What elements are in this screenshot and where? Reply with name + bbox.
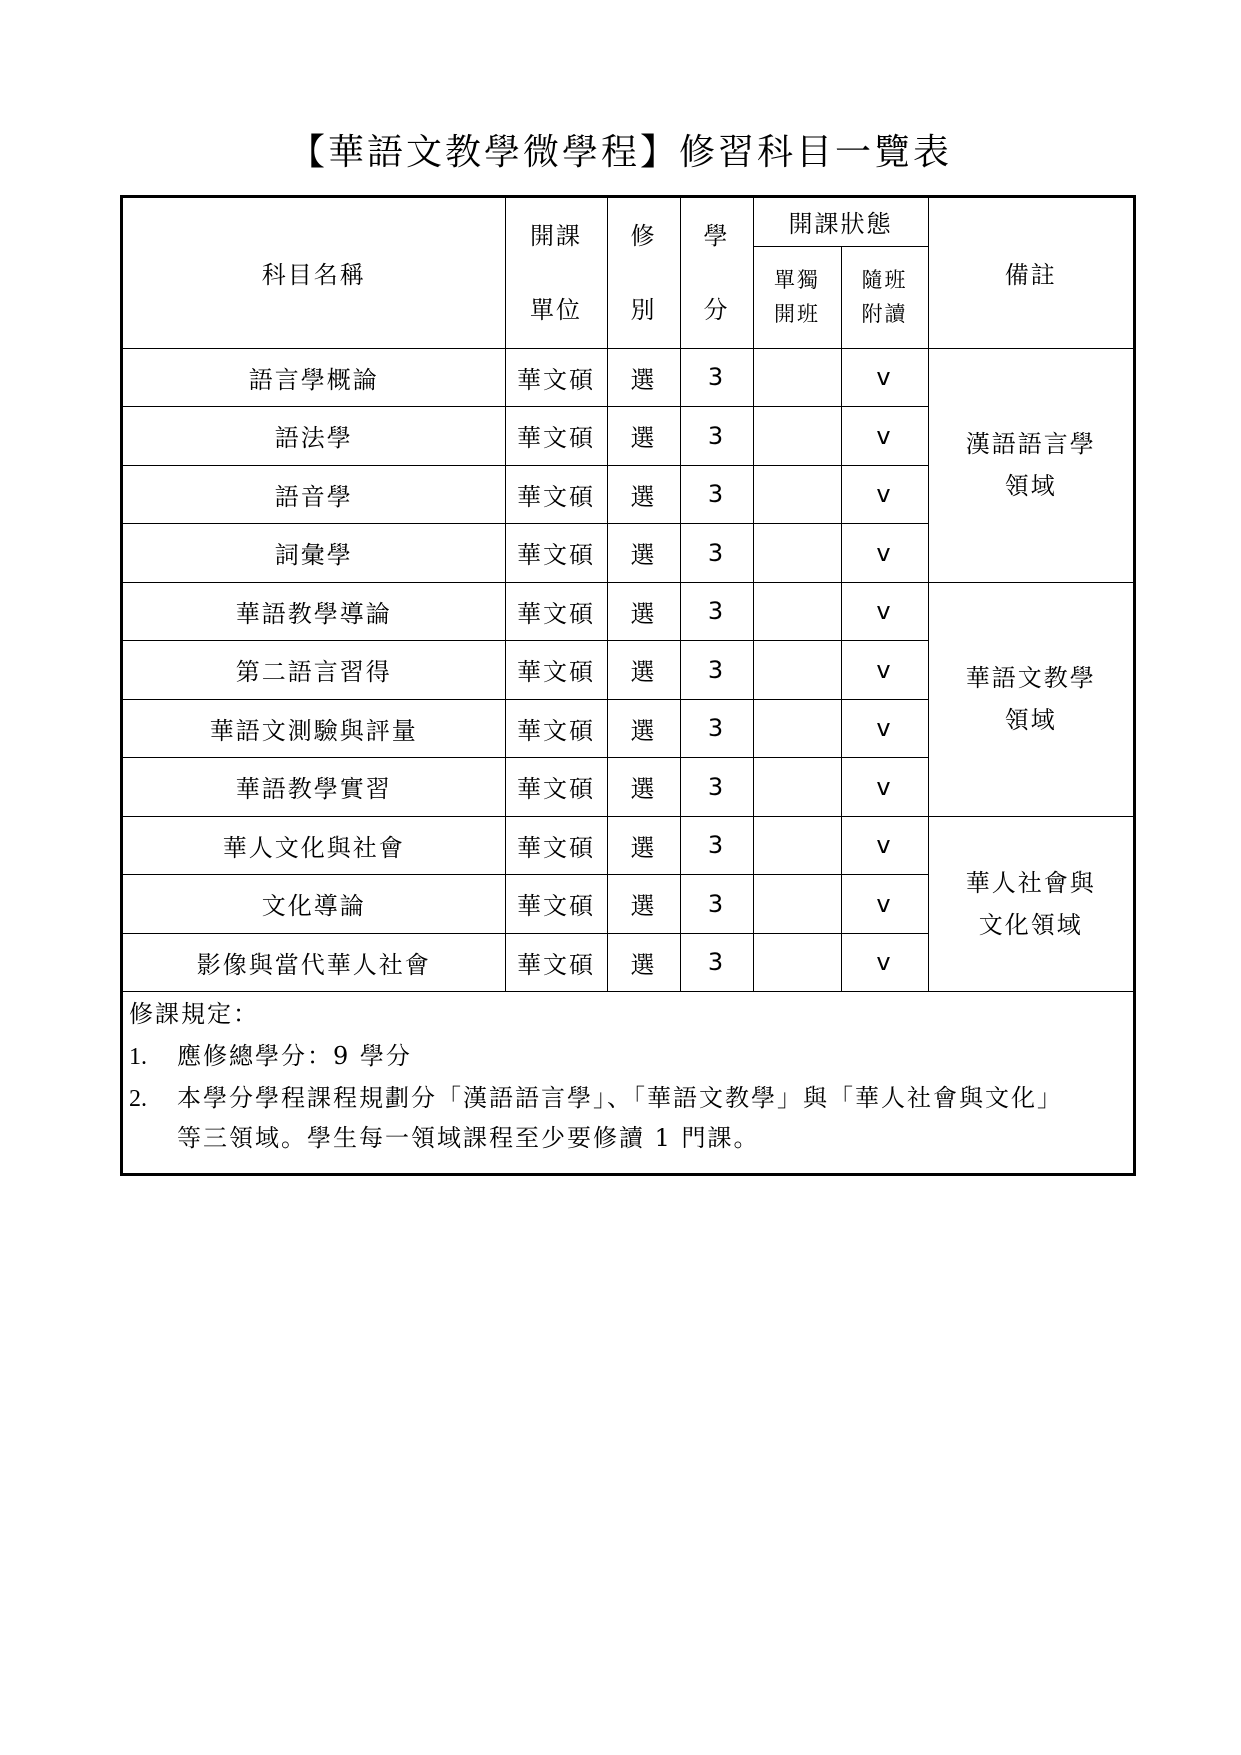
table-row (123, 816, 1133, 875)
domain-note-line1: 華語文教學 (965, 664, 1096, 692)
unit-cell: 華文碩 (505, 816, 607, 875)
credit-cell: 3 (680, 816, 753, 875)
credit-cell: 3 (680, 348, 753, 407)
type-cell: 選 (607, 582, 680, 641)
attached-class-cell: v (841, 758, 928, 817)
type-cell: 選 (607, 465, 680, 524)
separate-class-cell (753, 816, 841, 875)
unit-cell: 華文碩 (505, 933, 607, 992)
attached-class-cell: v (841, 641, 928, 700)
credit-cell: 3 (680, 758, 753, 817)
table-body (123, 348, 1133, 992)
domain-note-line2: 領域 (1004, 472, 1057, 500)
type-cell: 選 (607, 816, 680, 875)
attached-class-cell: v (841, 816, 928, 875)
separate-class-cell (753, 407, 841, 466)
unit-cell: 華文碩 (505, 465, 607, 524)
course-name-cell: 華語文測驗與評量 (123, 699, 505, 758)
header-credit-bottom: 分 (703, 295, 730, 324)
domain-note-cell (928, 348, 1133, 582)
course-name-cell: 影像與當代華人社會 (123, 933, 505, 992)
separate-class-cell (753, 758, 841, 817)
unit-cell: 華文碩 (505, 875, 607, 934)
separate-class-cell (753, 933, 841, 992)
header-type-bottom: 別 (630, 295, 657, 324)
header-status-attached (841, 246, 928, 348)
header-credit (680, 198, 753, 348)
course-name-cell: 第二語言習得 (123, 641, 505, 700)
type-cell: 選 (607, 758, 680, 817)
header-unit-top: 開課 (530, 221, 582, 250)
header-unit (505, 198, 607, 348)
course-name-cell: 語言學概論 (123, 348, 505, 407)
credit-cell: 3 (680, 699, 753, 758)
course-name-cell: 文化導論 (123, 875, 505, 934)
credit-cell: 3 (680, 465, 753, 524)
course-name-cell: 詞彙學 (123, 524, 505, 583)
header-status: 開課狀態 (753, 198, 928, 246)
course-name-cell: 語音學 (123, 465, 505, 524)
rule-index: 1. (129, 1044, 147, 1070)
course-name-cell: 華人文化與社會 (123, 816, 505, 875)
rule-text: 應修總學分：9 學分 (177, 1042, 412, 1070)
type-cell: 選 (607, 407, 680, 466)
header-separate-line2: 開班 (774, 302, 820, 326)
table-row (123, 348, 1133, 407)
domain-note-line2: 文化領域 (978, 910, 1083, 939)
attached-class-cell: v (841, 582, 928, 641)
separate-class-cell (753, 524, 841, 583)
unit-cell: 華文碩 (505, 699, 607, 758)
unit-cell: 華文碩 (505, 582, 607, 641)
type-cell: 選 (607, 933, 680, 992)
separate-class-cell (753, 465, 841, 524)
unit-cell: 華文碩 (505, 348, 607, 407)
type-cell: 選 (607, 875, 680, 934)
header-type (607, 198, 680, 348)
rules-heading: 修課規定： (129, 1000, 259, 1028)
header-separate-line1: 單獨 (774, 268, 820, 292)
domain-note-line2: 領域 (1004, 706, 1057, 734)
credit-cell: 3 (680, 641, 753, 700)
header-course-name: 科目名稱 (123, 198, 505, 348)
rule-item (129, 1078, 1063, 1119)
attached-class-cell: v (841, 875, 928, 934)
course-sheet (120, 195, 1136, 1176)
attached-class-cell: v (841, 348, 928, 407)
table-header-row (123, 198, 1133, 246)
separate-class-cell (753, 641, 841, 700)
header-unit-bottom: 單位 (530, 295, 582, 324)
attached-class-cell: v (841, 407, 928, 466)
separate-class-cell (753, 699, 841, 758)
attached-class-cell: v (841, 465, 928, 524)
domain-note-cell (928, 816, 1133, 992)
attached-class-cell: v (841, 699, 928, 758)
header-credit-top: 學 (703, 221, 730, 250)
domain-note-cell (928, 582, 1133, 816)
rule-index: 2. (129, 1086, 147, 1112)
header-status-separate (753, 246, 841, 348)
unit-cell: 華文碩 (505, 407, 607, 466)
separate-class-cell (753, 582, 841, 641)
attached-class-cell: v (841, 524, 928, 583)
course-table (123, 198, 1133, 992)
credit-cell: 3 (680, 875, 753, 934)
header-attached-line2: 附讀 (861, 302, 908, 326)
rule-text: 本學分學程課程規劃分「漢語語言學」、「華語文教學」與「華人社會與文化」 (177, 1084, 1063, 1112)
domain-note-line1: 華人社會與 (965, 868, 1096, 897)
table-row (123, 582, 1133, 641)
course-name-cell: 語法學 (123, 407, 505, 466)
unit-cell: 華文碩 (505, 641, 607, 700)
type-cell: 選 (607, 699, 680, 758)
separate-class-cell (753, 875, 841, 934)
header-note: 備註 (928, 198, 1133, 348)
type-cell: 選 (607, 348, 680, 407)
credit-cell: 3 (680, 524, 753, 583)
credit-cell: 3 (680, 407, 753, 466)
type-cell: 選 (607, 641, 680, 700)
header-type-top: 修 (630, 221, 657, 250)
unit-cell: 華文碩 (505, 758, 607, 817)
course-name-cell: 華語教學導論 (123, 582, 505, 641)
type-cell: 選 (607, 524, 680, 583)
credit-cell: 3 (680, 582, 753, 641)
course-name-cell: 華語教學實習 (123, 758, 505, 817)
domain-note-line1: 漢語語言學 (965, 430, 1096, 458)
unit-cell: 華文碩 (505, 524, 607, 583)
separate-class-cell (753, 348, 841, 407)
header-attached-line1: 隨班 (861, 268, 908, 292)
page-title: 【華語文教學微學程】修習科目一覽表 (288, 132, 952, 173)
attached-class-cell: v (841, 933, 928, 992)
rule-item (129, 1036, 412, 1077)
rule-text-continued: 等三領域。學生每一領域課程至少要修讀 1 門課。 (177, 1124, 760, 1152)
credit-cell: 3 (680, 933, 753, 992)
